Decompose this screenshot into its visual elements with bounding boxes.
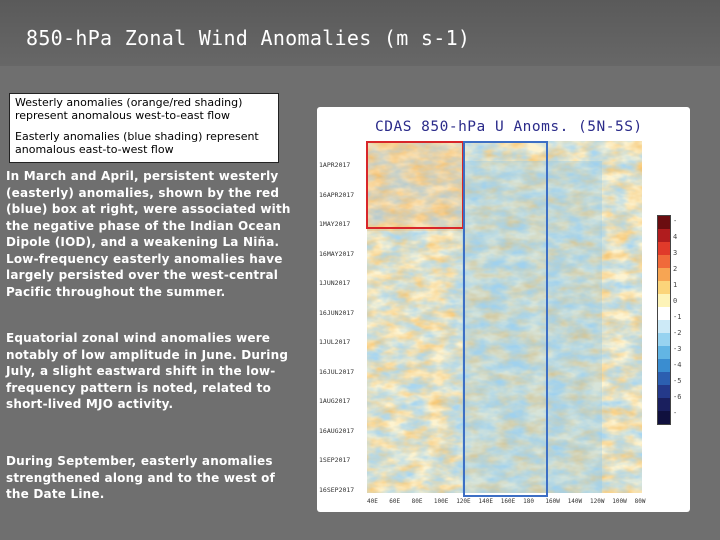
x-tick-label: 120W bbox=[590, 498, 605, 505]
x-axis-labels bbox=[367, 498, 657, 508]
colorbar-swatch bbox=[658, 281, 670, 294]
colorbar-swatch bbox=[658, 333, 670, 346]
y-tick-label: 1APR2017 bbox=[319, 161, 351, 169]
colorbar-label: -3 bbox=[673, 345, 682, 353]
paragraph-march-april: In March and April, persistent westerly (easterly) anomalies, shown by the red (blue) box at right, were associated with the negative phase of the Indian Ocean Dipole (IOD), and a weakening La Niña. Low-frequency easterly anomalies have largely persisted over the west-central Pacific throughout the summer. bbox=[6, 169, 291, 299]
x-tick-label: 100E bbox=[433, 498, 449, 505]
legend-easterly: Easterly anomalies (blue shading) represent anomalous east-to-west flow bbox=[15, 130, 259, 156]
colorbar-label: -2 bbox=[673, 329, 682, 337]
paragraph-september: During September, easterly anomalies strengthened along and to the west of the Date Line. bbox=[6, 454, 276, 501]
colorbar-swatch bbox=[658, 242, 670, 255]
x-tick-label: 80W bbox=[634, 498, 646, 505]
colorbar-swatch bbox=[658, 307, 670, 320]
y-tick-label: 1JUL2017 bbox=[319, 338, 351, 346]
x-tick-label: 100W bbox=[612, 498, 627, 505]
colorbar-label: 3 bbox=[673, 249, 678, 257]
easterly-highlight-box bbox=[463, 141, 548, 497]
colorbar-label: -4 bbox=[673, 361, 682, 369]
colorbar-swatch bbox=[658, 255, 670, 268]
x-tick-label: 180 bbox=[523, 498, 534, 505]
colorbar-label: - bbox=[673, 217, 678, 225]
y-tick-label: 16APR2017 bbox=[319, 190, 355, 199]
x-tick-label: 160E bbox=[500, 498, 516, 505]
colorbar-label: - bbox=[673, 409, 678, 417]
colorbar-label: -5 bbox=[673, 377, 682, 385]
y-tick-label: 16AUG2017 bbox=[319, 426, 355, 435]
colorbar-label: 1 bbox=[673, 281, 678, 289]
colorbar-label: -6 bbox=[673, 393, 682, 401]
x-tick-label: 140E bbox=[478, 498, 493, 505]
figure-title: CDAS 850-hPa U Anoms. (5N-5S) bbox=[375, 119, 643, 135]
y-tick-label: 16SEP2017 bbox=[319, 485, 355, 494]
colorbar-swatch bbox=[658, 359, 670, 372]
slide-title: 850-hPa Zonal Wind Anomalies (m s-1) bbox=[26, 26, 471, 50]
paragraph-june-july: Equatorial zonal wind anomalies were notably of low amplitude in June. During July, a slight eastward shift in the low-frequency pattern is noted, related to short-lived MJO activity. bbox=[6, 331, 289, 411]
y-tick-label: 16JUL2017 bbox=[319, 367, 355, 376]
y-tick-label: 1MAY2017 bbox=[319, 220, 351, 228]
y-tick-label: 1AUG2017 bbox=[319, 397, 351, 405]
colorbar-swatch bbox=[658, 229, 670, 242]
x-tick-label: 80E bbox=[411, 498, 423, 505]
colorbar-label: -1 bbox=[673, 313, 682, 321]
colorbar-swatch bbox=[658, 320, 670, 333]
x-tick-label: 120E bbox=[456, 498, 471, 505]
colorbar-swatch bbox=[658, 268, 670, 281]
colorbar-swatch bbox=[658, 346, 670, 359]
colorbar-swatch bbox=[658, 411, 670, 424]
y-tick-label: 16MAY2017 bbox=[319, 249, 355, 258]
legend-westerly: Westerly anomalies (orange/red shading) represent anomalous west-to-east flow bbox=[15, 96, 243, 122]
y-tick-label: 1SEP2017 bbox=[319, 456, 351, 464]
colorbar-label: 2 bbox=[673, 265, 678, 273]
x-tick-label: 60E bbox=[389, 498, 401, 505]
x-tick-label: 140W bbox=[567, 498, 583, 505]
colorbar-swatch bbox=[658, 216, 670, 229]
x-tick-label: 160W bbox=[545, 498, 560, 505]
legend-box bbox=[9, 93, 279, 163]
colorbar-label: 0 bbox=[673, 297, 678, 305]
y-tick-label: 16JUN2017 bbox=[319, 308, 355, 317]
y-tick-label: 1JUN2017 bbox=[319, 279, 351, 287]
westerly-highlight-box bbox=[366, 141, 464, 229]
colorbar bbox=[657, 215, 671, 425]
colorbar-swatch bbox=[658, 372, 670, 385]
colorbar-label: 4 bbox=[673, 233, 678, 241]
colorbar-swatch bbox=[658, 294, 670, 307]
colorbar-swatch bbox=[658, 385, 670, 398]
colorbar-swatch bbox=[658, 398, 670, 411]
x-tick-label: 40E bbox=[367, 498, 378, 505]
